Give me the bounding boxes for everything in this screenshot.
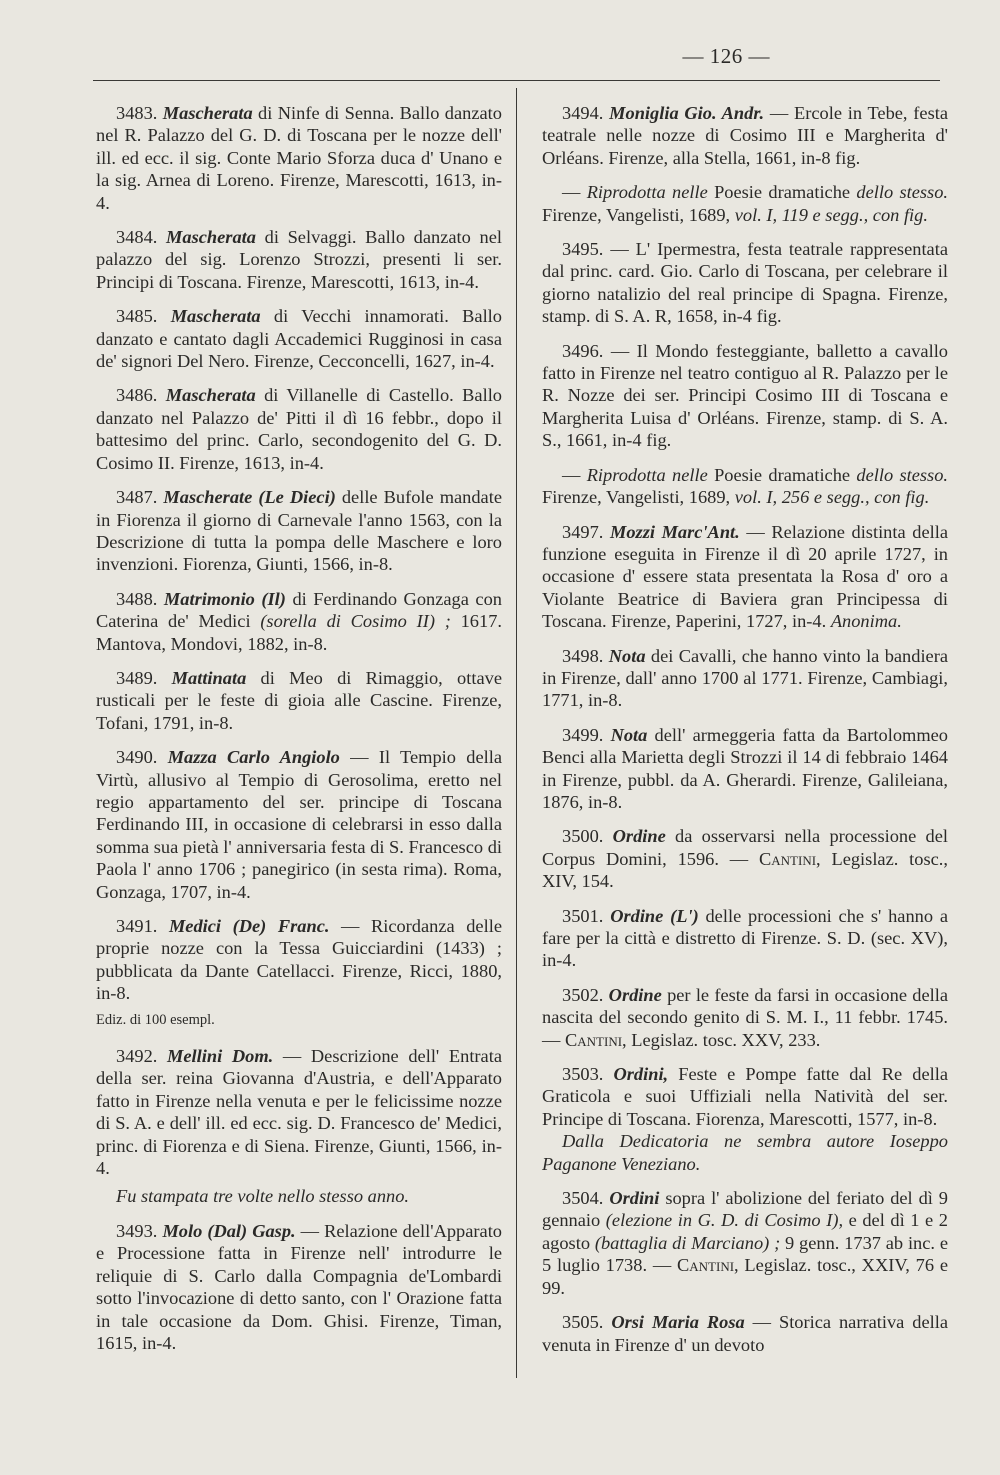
entry-3487: 3487. Mascherate (Le Dieci) delle Bufole mandate in Fiorenza il giorno di Carnevale l'anno 1563, con la Descrizione di tutta la pompa delle Maschere e loro invenzioni. Fiorenza, Giunti, 1566, in-8.: [96, 487, 502, 575]
entry-3496-reprint: — Riprodotta nelle Poesie dramatiche dello stesso. Firenze, Vangelisti, 1689, vol. I, 256 e segg., con fig.: [542, 464, 949, 508]
entry-3485: 3485. Mascherata di Vecchi innamorati. Ballo danzato e cantato dagli Accademici Rugginosi in casa de' signori Del Nero. Firenze, Cecconcelli, 1627, in-4.: [96, 306, 502, 372]
entry-3483: 3483. Mascherata di Ninfe di Senna. Ballo danzato nel R. Palazzo del G. D. di Toscana per le nozze dell' ill. ed ecc. il sig. Conte Mario Sforza duca d' Unano e la sig. Arnea di Loreno. Firenze, Marescotti, 1613, in-4.: [96, 103, 502, 213]
entry-3484: 3484. Mascherata di Selvaggi. Ballo danzato nel palazzo del sig. Lorenzo Strozzi, presenti li ser. Principi di Toscana. Firenze, Marescotti, 1613, in-4.: [96, 227, 502, 292]
entry-3497: 3497. Mozzi Marc'Ant. — Relazione distinta della funzione eseguita in Firenze il dì 20 aprile 1727, in occasione d' essere stata presentata la Rosa d' oro a Violante Beatrice di Baviera gran Principessa di Toscana. Firenze, Paperini, 1727, in-4. Anonima.: [542, 521, 948, 632]
entry-3491-note: Ediz. di 100 esempl.: [96, 1011, 215, 1028]
entry-3491: 3491. Medici (De) Franc. — Ricordanza delle proprie nozze con la Tessa Guicciardini (1433) ; pubblicata da Dante Catellacci. Firenze, Ricci, 1880, in-8.: [96, 916, 502, 1004]
entry-3495: 3495. — L' Ipermestra, festa teatrale rappresentata dal princ. card. Gio. Carlo di Toscana, per celebrare il giorno natalizio del real principe di Spagna. Firenze, stamp. di S. A. R, 1658, in-4 fig.: [542, 239, 948, 327]
entry-3496: 3496. — Il Mondo festeggiante, balletto a cavallo fatto in Firenze nel teatro contiguo al R. Palazzo per le R. Nozze dei ser. Principi Cosimo III di Toscana e Margherita Luisa d' Orléans. Firenze, stamp. di S. A. S., 1661, in-4 fig.: [542, 340, 948, 451]
entry-3502: 3502. Ordine per le feste da farsi in occasione della nascita del secondo genito di S. M. I., 11 febbr. 1745. — Cantini, Legislaz. tosc. XXV, 233.: [542, 984, 948, 1050]
entry-3490: 3490. Mazza Carlo Angiolo — Il Tempio della Virtù, allusivo al Tempio di Gerosolima, eretto nel regio appartamento del ser. principe di Toscana Ferdinando III, in occasione di celebrarsi in esso dalla somma sua pietà l' anniversaria festa di S. Francesco di Paola l' anno 1706 ; panegirico (in sesta rima). Roma, Gonzaga, 1707, in-4.: [96, 747, 502, 902]
entry-3498: 3498. Nota dei Cavalli, che hanno vinto la bandiera in Firenze, dall' anno 1700 al 1771. Firenze, Cambiagi, 1771, in-8.: [542, 645, 948, 711]
entry-3494-reprint: — Riprodotta nelle Poesie dramatiche dello stesso. Firenze, Vangelisti, 1689, vol. I, 119 e segg., con fig.: [542, 182, 949, 225]
column-divider: [516, 88, 517, 1378]
entry-3492: 3492. Mellini Dom. — Descrizione dell' Entrata della ser. reina Giovanna d'Austria, e dell'Apparato fatto in Firenze nella venuta e per le felicissime nozze di S. A. e dell' ill. ed ecc. sig. D. Francesco de' Medici, princ. di Fiorenza e di Siena. Firenze, Giunti, 1566, in-4.: [96, 1046, 502, 1179]
header-rule: [93, 80, 940, 81]
left-column: [96, 102, 502, 1366]
entry-3486: 3486. Mascherata di Villanelle di Castello. Ballo danzato nel Palazzo de' Pitti il dì 16 febbr., dopo il battesimo del princ. Carlo, secondogenito del G. D. Cosimo II. Firenze, 1613, in-4.: [96, 385, 502, 473]
entry-3488: 3488. Matrimonio (Il) di Ferdinando Gonzaga con Caterina de' Medici (sorella di Cosimo II) ; 1617. Mantova, Mondovi, 1882, in-8.: [96, 588, 502, 654]
entry-3503: 3503. Ordini, Feste e Pompe fatte dal Re della Graticola e suoi Uffiziali nella Natività del ser. Principe di Toscana. Fiorenza, Marescotti, 1577, in-8.: [542, 1064, 948, 1129]
entry-3500: 3500. Ordine da osservarsi nella processione del Corpus Domini, 1596. — Cantini, Legislaz. tosc., XIV, 154.: [542, 826, 948, 892]
entry-3503-note: Dalla Dedicatoria ne sembra autore Ioseppo Paganone Veneziano.: [542, 1131, 948, 1174]
right-column: [542, 102, 948, 1368]
entry-3505: 3505. Orsi Maria Rosa — Storica narrativa della venuta in Firenze d' un devoto: [542, 1312, 948, 1355]
entry-3489: 3489. Mattinata di Meo di Rimaggio, ottave rusticali per le feste di gioia alle Cascine. Firenze, Tofani, 1791, in-8.: [96, 667, 502, 733]
page-number: — 126 —: [682, 44, 770, 68]
entry-3501: 3501. Ordine (L') delle processioni che s' hanno a fare per la città e distretto di Firenze. S. D. (sec. XV), in-4.: [542, 905, 949, 971]
entry-3493: 3493. Molo (Dal) Gasp. — Relazione dell'Apparato e Processione fatta in Firenze nell' introdurre le reliquie di S. Carlo dalla Compagnia de'Lombardi sotto l'invocazione di detto santo, con l' Orazione fatta in tale occasione da Dom. Ghisi. Firenze, Timan, 1615, in-4.: [96, 1220, 502, 1353]
entry-3494: 3494. Moniglia Gio. Andr. — Ercole in Tebe, festa teatrale nelle nozze di Cosimo III e Margherita d' Orléans. Firenze, alla Stella, 1661, in-8 fig.: [542, 103, 948, 168]
entry-3492-note: Fu stampata tre volte nello stesso anno.: [116, 1186, 410, 1207]
entry-3499: 3499. Nota dell' armeggeria fatta da Bartolommeo Benci alla Marietta degli Strozzi il 14 di febbraio 1464 in Firenze, pubbl. da A. Gherardi. Firenze, Galileiana, 1876, in-8.: [542, 724, 948, 812]
entry-3504: 3504. Ordini sopra l' abolizione del feriato del dì 9 gennaio (elezione in G. D. di Cosimo I), e del dì 1 e 2 agosto (battaglia di Marciano) ; 9 genn. 1737 ab inc. e 5 luglio 1738. — Cantini, Legislaz. tosc., XXIV, 76 e 99.: [542, 1188, 948, 1298]
